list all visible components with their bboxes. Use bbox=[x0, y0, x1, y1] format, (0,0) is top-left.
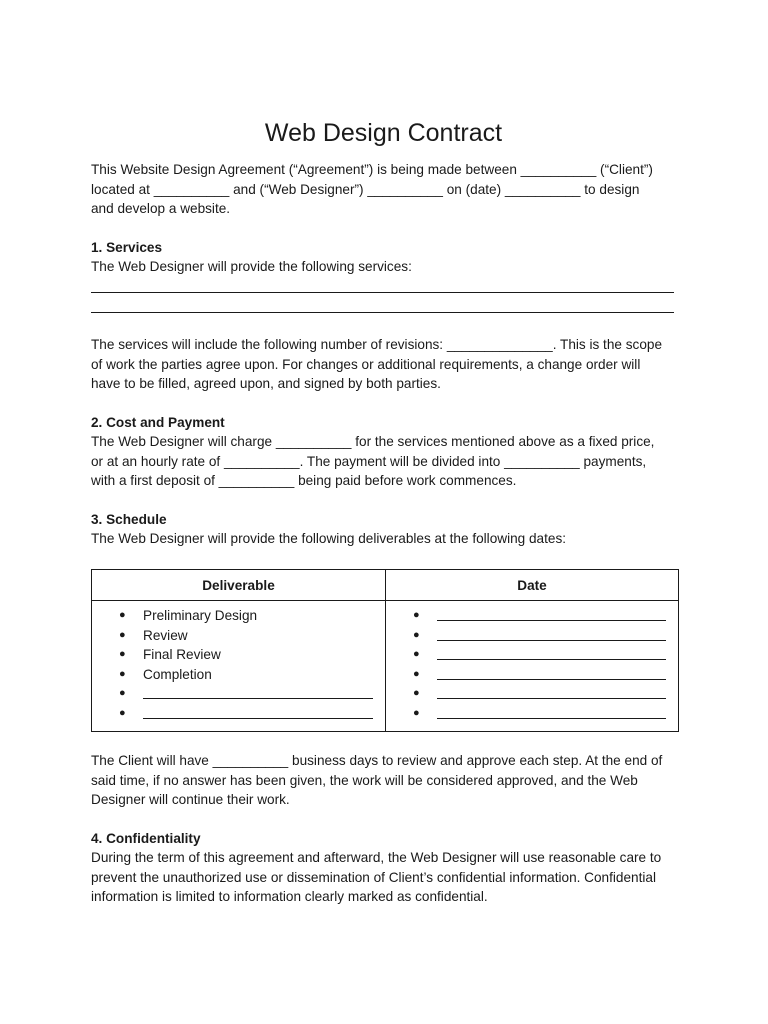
bullet-icon: ● bbox=[413, 667, 420, 680]
intro-line-2: located at __________ and (“Web Designer”) __________ on (date) __________ to design bbox=[91, 181, 640, 197]
deliverable-label: Review bbox=[143, 627, 188, 643]
bullet-icon: ● bbox=[119, 687, 126, 700]
review-line-1: The Client will have __________ business days to review and approve each step. At the end of bbox=[91, 753, 663, 768]
bullet-icon: ● bbox=[413, 628, 420, 641]
confidentiality-paragraph bbox=[91, 848, 676, 907]
dates-list bbox=[386, 606, 678, 724]
revisions-line-1: The services will include the following number of revisions: ______________. This is the scope bbox=[91, 337, 663, 352]
date-blank-line bbox=[437, 704, 666, 719]
revisions-line-3: have to be filled, agreed upon, and signed by both parties. bbox=[91, 376, 441, 391]
review-line-2: said time, if no answer has been given, the work will be considered approved, and the Web bbox=[91, 772, 638, 788]
deliverables-cell bbox=[92, 601, 386, 732]
bullet-icon: ● bbox=[119, 706, 126, 719]
deliverable-item bbox=[92, 684, 385, 704]
deliverables-table bbox=[91, 569, 679, 732]
deliverable-label: Preliminary Design bbox=[143, 608, 258, 623]
date-item bbox=[386, 626, 678, 646]
bullet-icon: ● bbox=[413, 687, 420, 700]
date-blank-line bbox=[437, 684, 666, 699]
review-paragraph bbox=[91, 751, 676, 810]
deliverable-label: Final Review bbox=[143, 647, 221, 663]
bullet-icon: ● bbox=[119, 667, 126, 680]
confidentiality-line-3: information is limited to information clearly marked as confidential. bbox=[91, 889, 488, 904]
cost-paragraph bbox=[91, 432, 676, 491]
date-column-header: Date bbox=[386, 570, 679, 601]
intro-line-1: This Website Design Agreement (“Agreement”) is being made between __________ (“Client”) bbox=[91, 162, 653, 177]
cost-line-1: The Web Designer will charge __________ for the services mentioned above as a fixed price, bbox=[91, 434, 655, 449]
cost-heading: 2. Cost and Payment bbox=[91, 415, 225, 430]
cost-line-3: with a first deposit of __________ being paid before work commences. bbox=[91, 473, 517, 488]
revisions-line-2: of work the parties agree upon. For changes or additional requirements, a change order will bbox=[91, 356, 641, 372]
bullet-icon: ● bbox=[119, 609, 126, 621]
confidentiality-line-1: During the term of this agreement and afterward, the Web Designer will use reasonable care to bbox=[91, 850, 662, 865]
bullet-icon: ● bbox=[413, 609, 420, 621]
bullet-icon: ● bbox=[413, 648, 420, 661]
bullet-icon: ● bbox=[119, 628, 126, 641]
confidentiality-line-2: prevent the unauthorized use or dissemination of Client’s confidential information. Confidential bbox=[91, 869, 656, 885]
deliverable-item bbox=[92, 645, 385, 665]
deliverable-blank-line bbox=[143, 684, 373, 699]
date-item bbox=[386, 684, 678, 704]
date-blank-line bbox=[437, 645, 666, 660]
deliverable-blank-line bbox=[143, 704, 373, 719]
bullet-icon: ● bbox=[119, 648, 126, 661]
date-blank-line bbox=[437, 665, 666, 680]
bullet-icon: ● bbox=[413, 706, 420, 719]
services-blank-line-2 bbox=[91, 312, 674, 313]
date-item bbox=[386, 645, 678, 665]
date-item bbox=[386, 665, 678, 685]
deliverable-column-header: Deliverable bbox=[92, 570, 386, 601]
deliverables-list bbox=[92, 606, 385, 724]
schedule-lead: The Web Designer will provide the following deliverables at the following dates: bbox=[91, 531, 567, 546]
date-blank-line bbox=[437, 606, 666, 621]
cost-line-2: or at an hourly rate of __________. The payment will be divided into __________ payments, bbox=[91, 453, 647, 469]
intro-paragraph bbox=[91, 160, 676, 219]
deliverable-item bbox=[92, 704, 385, 724]
date-item bbox=[386, 606, 678, 626]
document-title: Web Design Contract bbox=[264, 119, 503, 147]
review-line-3: Designer will continue their work. bbox=[91, 792, 290, 807]
schedule-heading: 3. Schedule bbox=[91, 512, 167, 527]
services-heading: 1. Services bbox=[91, 240, 163, 255]
deliverable-item bbox=[92, 606, 385, 626]
intro-line-3: and develop a website. bbox=[91, 201, 231, 216]
date-blank-line bbox=[437, 626, 666, 641]
revisions-paragraph bbox=[91, 335, 676, 394]
confidentiality-heading: 4. Confidentiality bbox=[91, 831, 201, 846]
services-blank-line-1 bbox=[91, 292, 674, 293]
deliverable-item bbox=[92, 665, 385, 685]
services-lead: The Web Designer will provide the following services: bbox=[91, 259, 412, 274]
dates-cell bbox=[386, 601, 679, 732]
deliverable-item bbox=[92, 626, 385, 646]
date-item bbox=[386, 704, 678, 724]
deliverable-label: Completion bbox=[143, 666, 212, 682]
